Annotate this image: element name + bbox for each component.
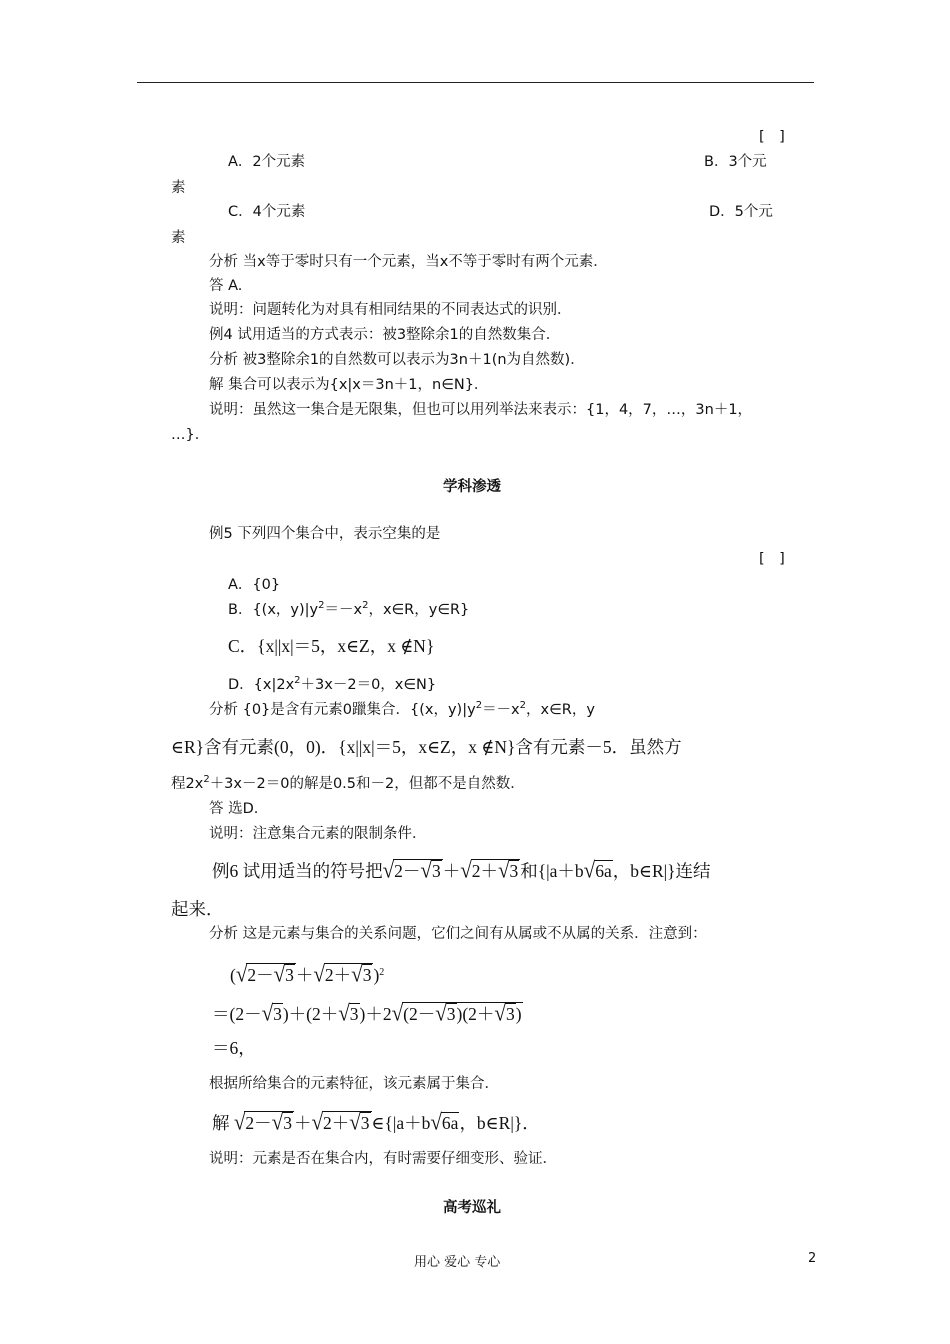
header-rule <box>137 82 814 83</box>
example-5-answer: 答 选D. <box>209 801 259 817</box>
option-b-wrap: 素 <box>171 180 186 196</box>
example-5-bracket: [ ] <box>759 551 785 567</box>
option-b: B．3个元 <box>704 154 767 170</box>
example-6-analysis: 分析 这是元素与集合的关系问题，它们之间有从属或不从属的关系．注意到： <box>209 926 707 942</box>
example-5-option-c: C．{x||x|＝5，x∈Z，x ∉N} <box>228 636 435 656</box>
example-4: 例4 试用适当的方式表示：被3整除余1的自然数集合． <box>209 327 561 343</box>
example-4-note-wrap: …}． <box>171 427 210 443</box>
example-4-solution: 解 集合可以表示为{x|x＝3n＋1，n∈N}． <box>209 377 489 393</box>
example-6-question: 例6 试用适当的符号把√2－√3 ＋√2＋√3 和{|a＋b√6a，b∈R|}连结 <box>212 857 711 883</box>
option-c: C．4个元素 <box>228 204 306 220</box>
example-5-option-d: D．{$x|2x^2+3x-2=0$，x∈N} <box>228 675 437 693</box>
example-5-analysis-line2: ∈R}含有元素(0，0)．{x||x|＝5，x∈Z，x ∉N}含有元素－5．虽然方 <box>171 737 682 757</box>
option-d: D．5个元 <box>709 204 773 220</box>
section-title-1: 学科渗透 <box>443 479 501 495</box>
example-5-note: 说明：注意集合元素的限制条件． <box>209 826 427 842</box>
example-5-analysis: 分析 {0}是含有元素0躐集合．{(x，$y)|y^2=-x^2$，x∈R，y <box>209 700 595 718</box>
example-6-conclusion: 根据所给集合的元素特征，该元素属于集合． <box>209 1076 499 1092</box>
equation-line-3: ＝6， <box>212 1038 256 1058</box>
footer-motto: 用心 爱心 专心 <box>414 1255 501 1270</box>
equation-line-2: ＝(2－√3)＋(2＋√3)＋2√(2－√3)(2＋√3) <box>212 1000 522 1026</box>
analysis: 分析 当x等于零时只有一个元素，当x不等于零时有两个元素． <box>209 254 608 270</box>
note: 说明：问题转化为对具有相同结果的不同表达式的识别． <box>209 302 572 318</box>
example-6-question-wrap: 起来． <box>171 899 224 919</box>
example-5-question: 例5 下列四个集合中，表示空集的是 <box>209 526 441 542</box>
section-title-2: 高考巡礼 <box>443 1200 501 1216</box>
page-number: 2 <box>808 1251 817 1266</box>
example-5-option-a: A．{0} <box>228 577 281 593</box>
option-a: A．2个元素 <box>228 154 306 170</box>
example-6-note: 说明：元素是否在集合内，有时需要仔细变形、验证． <box>209 1151 557 1167</box>
example-5-analysis-line3: 程$2x^2+3x-2=0$的解是0.5和－2，但都不是自然数． <box>171 774 525 792</box>
example-5-option-b: B．{(x，$y)|y^2=-x^2$，x∈R，y∈R} <box>228 600 470 618</box>
example-4-note: 说明：虽然这一集合是无限集，但也可以用列举法来表示：{1，4，7，…，3n＋1， <box>209 402 753 418</box>
answer-bracket: [ ] <box>759 129 785 145</box>
example-4-analysis: 分析 被3整除余1的自然数可以表示为3n＋1(n为自然数)． <box>209 352 585 368</box>
option-d-wrap: 素 <box>171 230 186 246</box>
example-6-solution: 解 √2－√3 ＋√2＋√3 ∈{|a＋b√6a，b∈R|}． <box>212 1109 540 1135</box>
equation-line-1: (√2－√3 ＋√2＋√3 )$^2$ <box>230 961 385 987</box>
answer: 答 A. <box>209 278 243 294</box>
